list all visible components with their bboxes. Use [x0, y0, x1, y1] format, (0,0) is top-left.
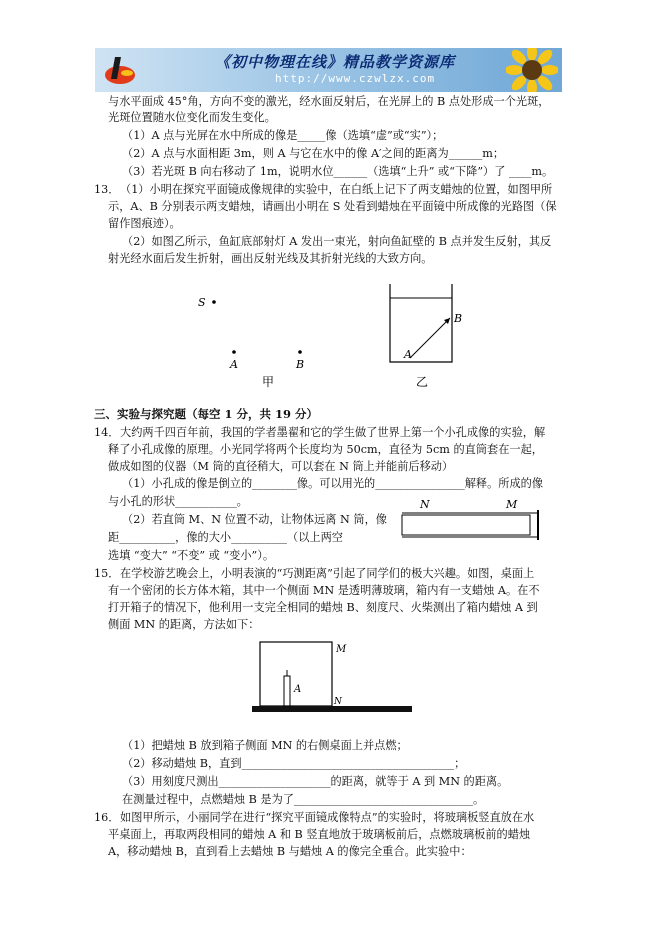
point-s — [212, 300, 216, 304]
q13-line: 示，A、B 分别表示两支蜡烛，请画出小明在 S 处看到蜡烛在平面镜中所成像的光路图（保 — [108, 200, 557, 213]
q13-line: 射光经水面后发生折射，画出反射光线及其折射光线的大致方向。 — [108, 252, 433, 265]
fig-jia-label-s: S — [198, 296, 206, 309]
q12-line: 光斑位置随水位变化而发生变化。 — [108, 111, 276, 124]
q14-line: 做成如图的仪器（M 筒的直径稍大，可以套在 N 筒上并能前后移动） — [108, 460, 454, 473]
wooden-box — [260, 642, 332, 706]
fig-q15-label-n: N — [334, 697, 342, 707]
q14-number: 14． — [94, 426, 120, 439]
q12-sub1: （1）A 点与光屏在水中所成的像是_____像（选填“虚”或“实”）； — [122, 129, 444, 142]
light-ray — [410, 318, 450, 358]
header-banner — [95, 48, 562, 92]
fig-jia-label-b: B — [296, 358, 305, 371]
section-title: 三、实验与探究题（每空 1 分，共 19 分） — [94, 407, 319, 421]
point-a — [232, 350, 236, 354]
q13-number: 13． — [94, 183, 120, 196]
fig-yi-caption: 乙 — [416, 375, 429, 389]
q14-line: 选填 “变大” “不变” 或 “变小”）。 — [108, 549, 275, 562]
q15-line: 在学校游艺晚会上，小明表演的“巧测距离”引起了同学们的极大兴趣。如图，桌面上 — [120, 567, 535, 580]
fig-jia-caption: 甲 — [262, 375, 275, 389]
candle-a — [284, 676, 290, 706]
q15-line: 侧面 MN 的距离，方法如下： — [108, 618, 260, 631]
q16-line: 如图甲所示，小丽同学在进行“探究平面镜成像特点”的实验时，将玻璃板竖直放在水 — [120, 811, 535, 824]
table-top — [252, 706, 412, 712]
point-b — [298, 350, 302, 354]
fig-q15-label-m: M — [336, 644, 347, 655]
q13-line: （1）小明在探究平面镜成像规律的实验中，在白纸上记下了两支蜡烛的位置，如图甲所 — [120, 183, 553, 196]
q13-line: （2）如图乙所示，鱼缸底部射灯 A 发出一束光，射向鱼缸壁的 B 点并发生反射，其反 — [122, 235, 552, 248]
fig-jia-label-a: A — [230, 358, 238, 371]
fish-tank — [390, 284, 452, 362]
fig-yi-label-b: B — [454, 312, 463, 325]
q15-step: （1）把蜡烛 B 放到箱子侧面 MN 的右侧桌面上并点燃； — [122, 739, 408, 752]
q14-line: （2）若直筒 M、N 位置不动，让物体远离 N 筒，像 — [122, 513, 387, 526]
q14-line: （1）小孔成的像是倒立的________像。可以用光的________________解释。所成的像 — [122, 477, 544, 490]
q15-number: 15． — [94, 567, 120, 580]
q15-step: 在测量过程中，点燃蜡烛 B 是为了________________________________。 — [122, 793, 485, 806]
fig-q14-label-m: M — [506, 498, 518, 511]
figure-candle-box — [250, 638, 416, 718]
header-title: 《初中物理在线》精品教学资源库 — [215, 53, 456, 71]
q12-sub2: （2）A 点与水面相距 3m，则 A 与它在水中的像 A′之间的距离为______m； — [122, 147, 505, 160]
logo-icon — [103, 53, 137, 87]
q14-line: 大约两千四百年前，我国的学者墨翟和它的学生做了世界上第一个小孔成像的实验，解 — [120, 426, 546, 439]
figure-pinhole-tubes — [398, 496, 546, 542]
header-url: http://www.czwlzx.com — [275, 72, 436, 85]
q15-line: 有一个密闭的长方体木箱，其中一个侧面 MN 是透明薄玻璃，箱内有一支蜡烛 A。在不 — [108, 584, 540, 597]
q15-step: （2）移动蜡烛 B，直到______________________________________； — [122, 757, 466, 770]
q16-line: 平桌面上，再取两段相同的蜡烛 A 和 B 竖直地放于玻璃板前后，点燃玻璃板前的蜡烛 — [108, 828, 531, 841]
tube-n — [402, 515, 530, 535]
q15-line: 打开箱子的情况下，他利用一支完全相同的蜡烛 B、刻度尺、火柴测出了箱内蜡烛 A 到 — [108, 601, 538, 614]
q13-line: 留作图痕迹）。 — [108, 217, 181, 230]
fig-q15-label-a: A — [294, 684, 302, 695]
q12-sub3: （3）若光斑 B 向右移动了 1m，说明水位______（选填“上升” 或“下降”）了 ____m。 — [122, 165, 554, 178]
q12-line: 与水平面成 45°角，方向不变的激光，经水面反射后，在光屏上的 B 点处形成一个光斑， — [108, 95, 550, 108]
q14-line: 释了小孔成像的原理。小光同学将两个长度均为 50cm，直径为 5cm 的直筒套在一起， — [108, 443, 543, 456]
q16-number: 16． — [94, 811, 120, 824]
q14-line: 距__________，像的大小__________（以上两空 — [108, 531, 343, 544]
q16-line: A，移动蜡烛 B，直到看上去蜡烛 B 与蜡烛 A 的像完全重合。此实验中： — [108, 845, 472, 858]
fig-q14-label-n: N — [420, 498, 430, 511]
figure-jia — [190, 290, 330, 392]
q14-line: 与小孔的形状___________。 — [108, 495, 248, 508]
sunflower-icon — [506, 48, 558, 92]
figure-yi — [380, 282, 470, 392]
q15-step: （3）用刻度尺测出____________________的距离，就等于 A 到 MN 的距离。 — [122, 775, 509, 788]
fig-yi-label-a: A — [404, 348, 412, 361]
